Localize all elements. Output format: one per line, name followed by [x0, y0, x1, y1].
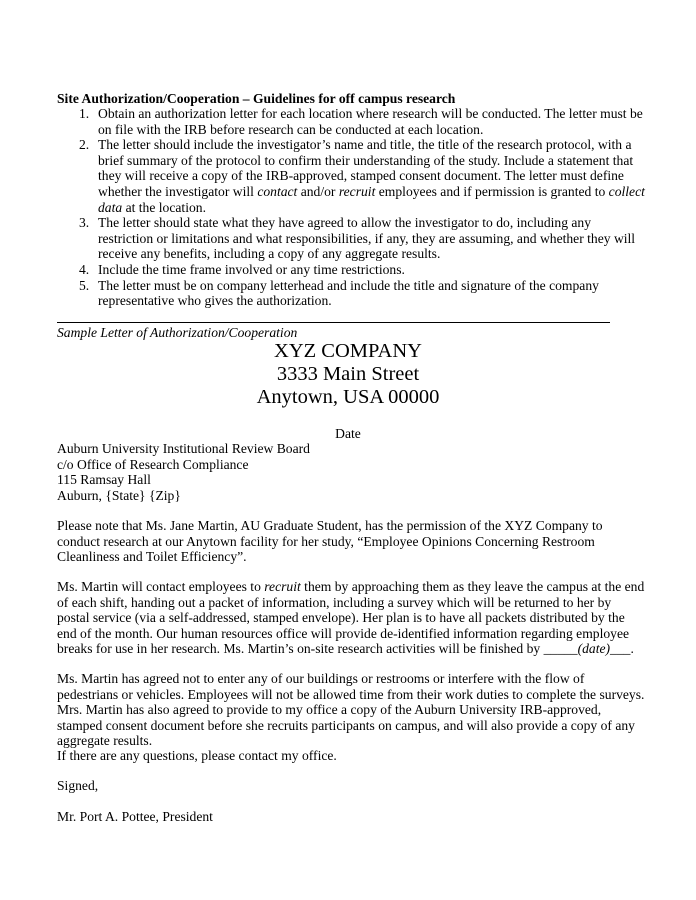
letter-paragraph-recruitment — [57, 579, 647, 657]
guideline-item-1 — [57, 106, 647, 137]
guideline-text: and/or — [297, 183, 339, 199]
letter-paragraph-questions: If there are any questions, please contact my office. — [57, 748, 337, 763]
guideline-item-2 — [57, 137, 647, 215]
guideline-number: 3. — [79, 215, 90, 231]
guideline-text: The letter must be on company letterhead and include the title and signature of the company representative who gives the authorization. — [98, 277, 599, 309]
address-line: Auburn University Institutional Review Board — [57, 441, 310, 456]
guideline-emphasis-collect-data: collect data — [98, 183, 645, 215]
paragraph-text: . — [630, 641, 634, 657]
sample-letter-label: Sample Letter of Authorization/Cooperation — [57, 325, 298, 340]
guideline-emphasis-recruit: recruit — [338, 183, 376, 199]
guideline-item-3 — [57, 215, 647, 262]
guidelines-list — [57, 106, 647, 309]
letter-date: Date — [335, 426, 361, 441]
guideline-number: 5. — [79, 277, 90, 293]
guideline-number: 1. — [79, 106, 90, 121]
guideline-text: Obtain an authorization letter for each location where research will be conducted. The letter must be on file with the IRB before research can be conducted at each location. — [98, 106, 643, 137]
guideline-number: 4. — [79, 261, 90, 277]
guideline-number: 2. — [79, 137, 90, 153]
recipient-address — [57, 441, 647, 503]
guideline-text: The letter should state what they have agreed to allow the investigator to do, including any restriction or limitations and what responsibilities, if any, they are assuming, and whether they will receive any benefits, including a copy of any aggregate results. — [98, 215, 636, 262]
address-line: 115 Ramsay Hall — [57, 472, 151, 488]
company-name: XYZ COMPANY — [274, 340, 422, 362]
guideline-emphasis-contact: contact — [257, 183, 298, 199]
paragraph-text: Ms. Martin will contact employees to — [57, 579, 265, 594]
guideline-text: Include the time frame involved or any time restrictions. — [98, 261, 405, 277]
company-street: 3333 Main Street — [276, 363, 420, 385]
guideline-text: at the location. — [122, 199, 206, 215]
date-blank: _____(date)___ — [543, 641, 631, 657]
section-divider — [57, 322, 610, 323]
letter-paragraph-agreement: Ms. Martin has agreed not to enter any of our buildings or restrooms or interfere with the flow of pedestrians or vehicles. Employees will not be allowed time from their work duties to complete the surveys. Mrs. Martin has also agreed to provide to my office a copy of the Auburn University IRB-approved, stamped consent document before she recruits participants on campus, and will also provide a copy of any aggregate results. — [57, 671, 645, 749]
letterhead — [0, 340, 696, 409]
address-line: Auburn, {State} {Zip} — [57, 487, 181, 503]
guideline-item-5 — [57, 278, 647, 309]
guideline-text: The letter should include the investigator’s name and title, the title of the research protocol, with a brief summary of the protocol to confirm their understanding of the study. Include a statement that they will receive a copy of the IRB-approved, stamped consent document. The letter must define whether the investigator will — [98, 137, 634, 199]
emphasis-recruit: recruit — [264, 579, 301, 594]
letter-paragraph-permission: Please note that Ms. Jane Martin, AU Graduate Student, has the permission of the XYZ Company to conduct research at our Anytown facility for her study, “Employee Opinions Concerning Restroom Cleanliness and Toilet Efficiency”. — [57, 518, 603, 565]
guideline-item-4 — [57, 262, 647, 278]
company-city: Anytown, USA 00000 — [256, 386, 440, 408]
guidelines-heading: Site Authorization/Cooperation – Guidelines for off campus research — [57, 91, 456, 106]
letter-signatory: Mr. Port A. Pottee, President — [57, 809, 213, 824]
address-line: c/o Office of Research Compliance — [57, 456, 249, 472]
paragraph-text: them by approaching them as they leave the campus at the end of each shift, handing out a packet of information, including a survey which will be returned to her by postal service (via a self-addressed, stamped envelope). Her plan is to have all packets distributed by the end of the month. Our human resources office will provide de-identified information regarding employee breaks for use in her research. Ms. Martin’s on-site research activities will be finished by — [57, 579, 645, 657]
guideline-text: employees and if permission is granted to — [375, 183, 609, 199]
letter-signoff: Signed, — [57, 778, 99, 793]
